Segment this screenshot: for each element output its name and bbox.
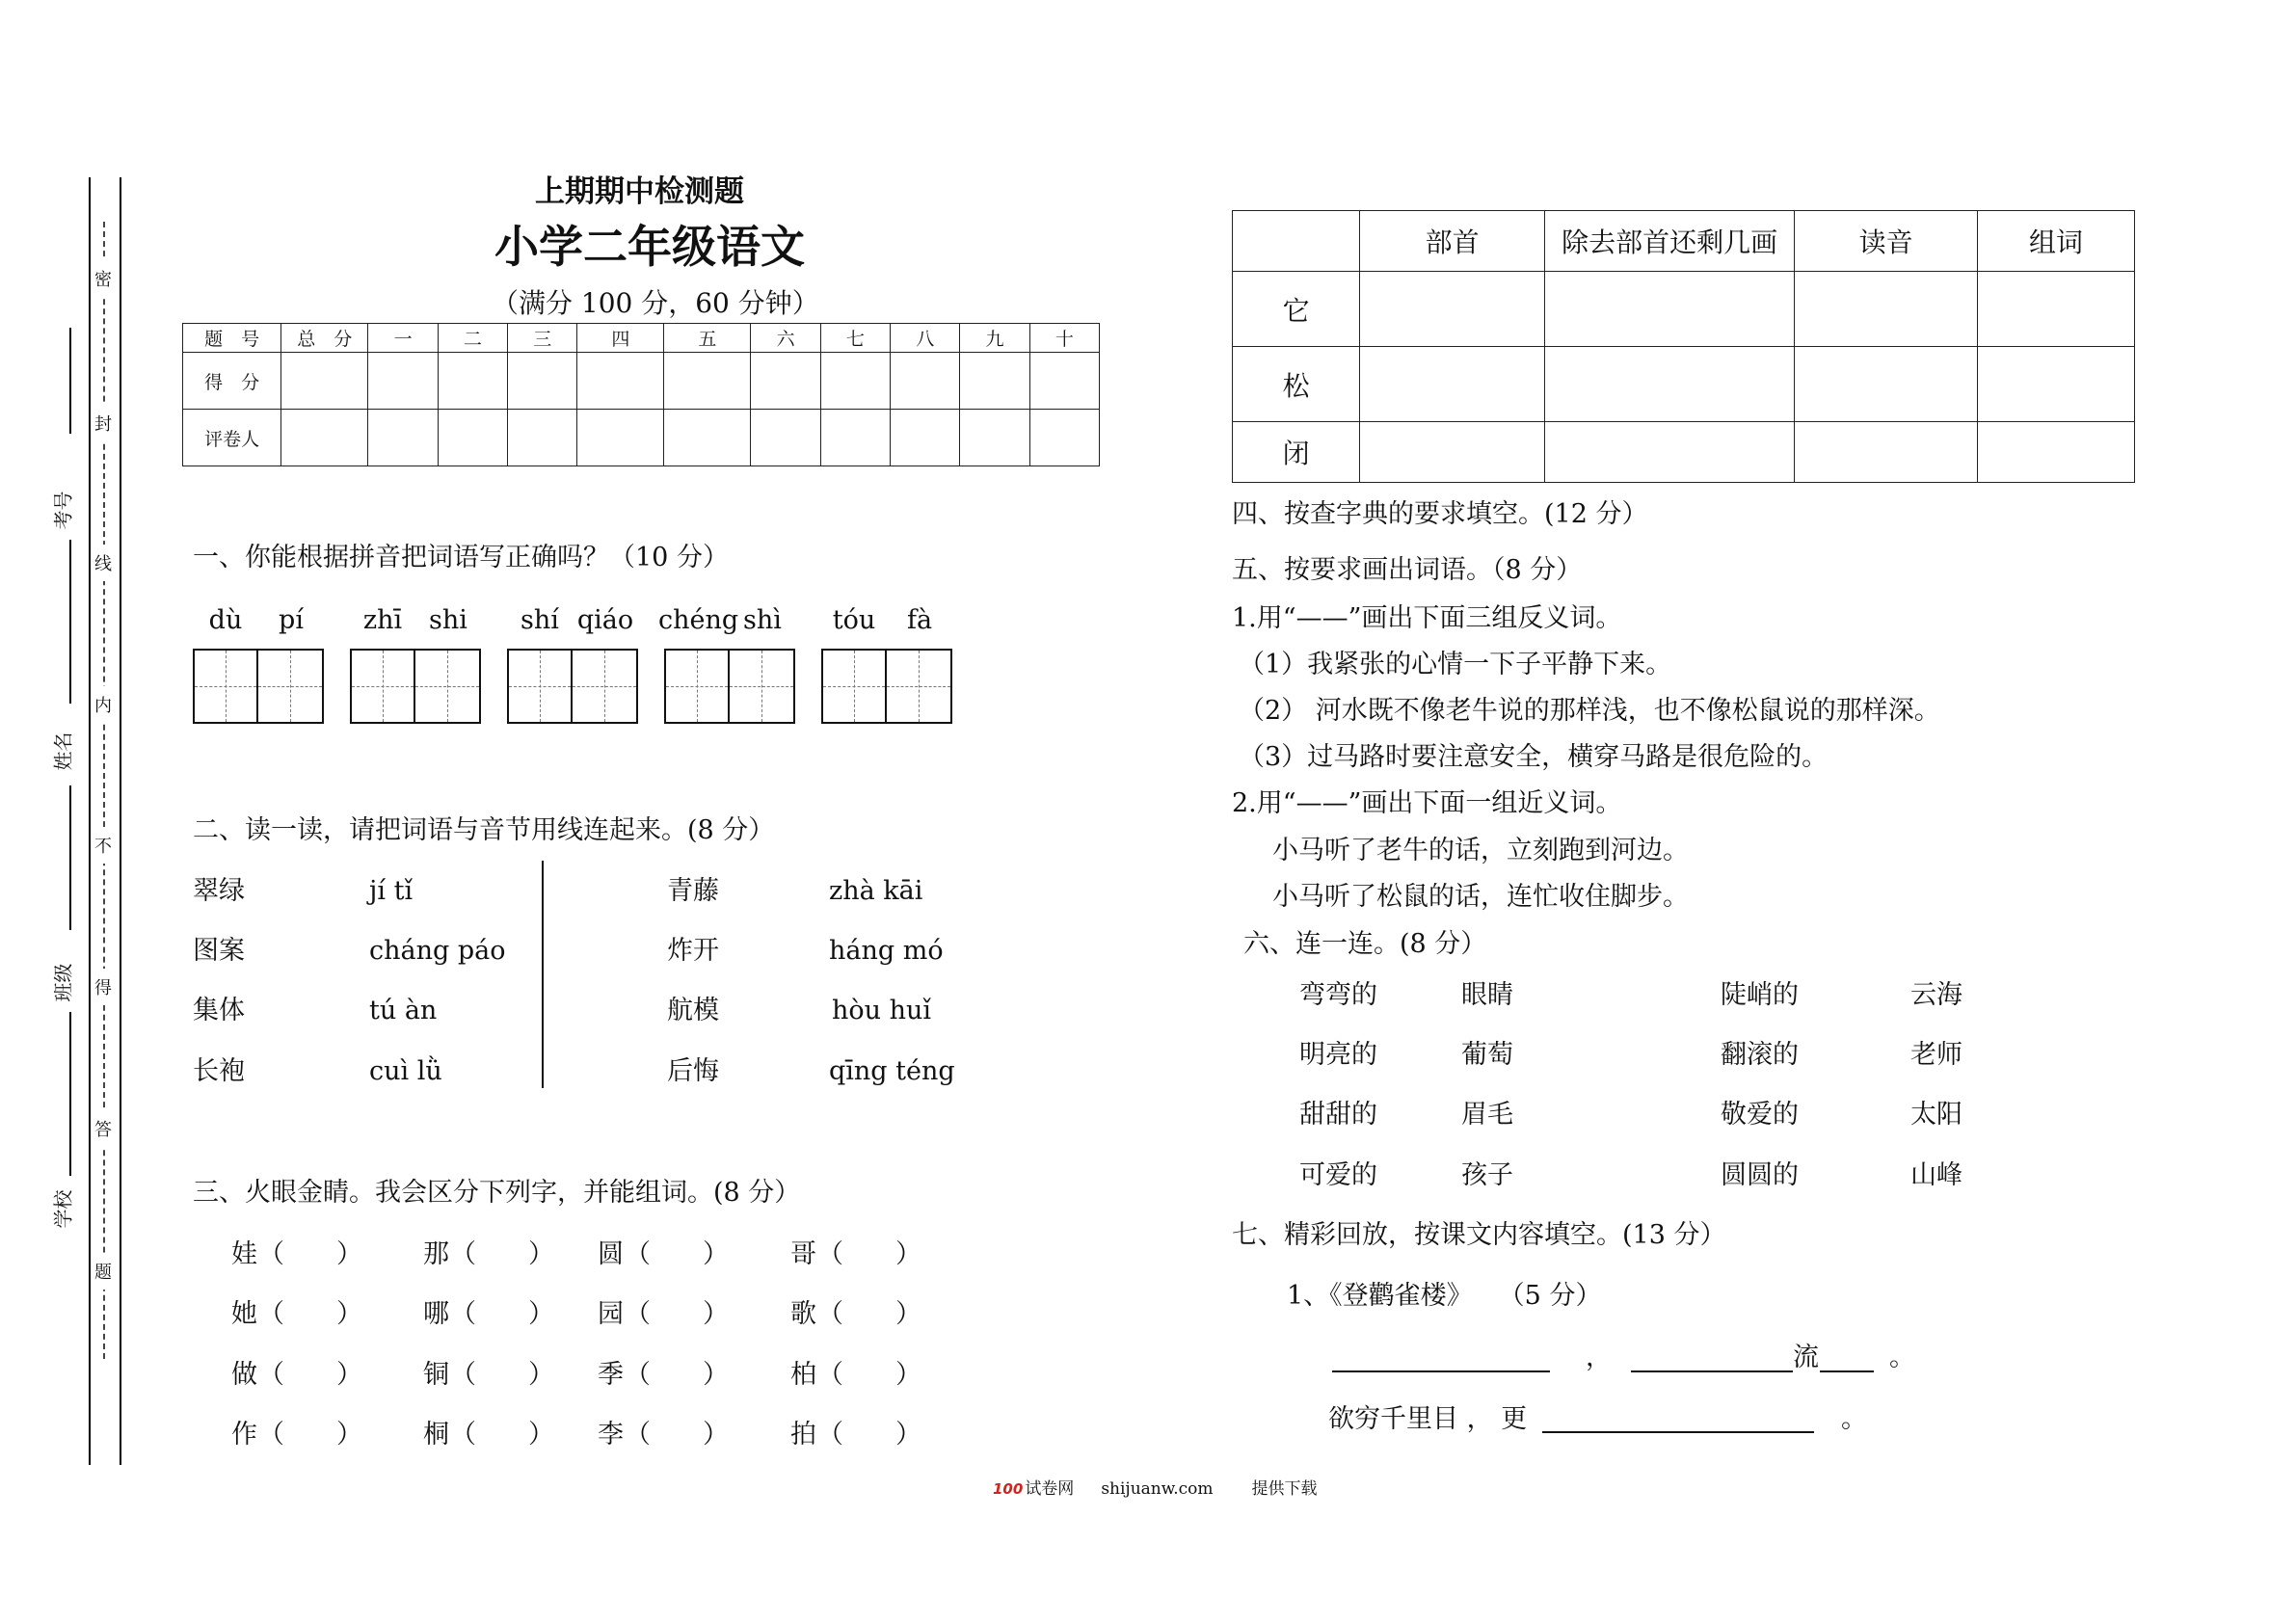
score-input-cell[interactable]	[960, 353, 1029, 410]
tianzige-cell[interactable]	[664, 649, 730, 724]
score-header-cell: 九	[960, 324, 1029, 353]
score-row-label: 评卷人	[183, 410, 281, 466]
q5-title: 五、按要求画出词语。（8 分）	[1232, 555, 1583, 585]
score-header-cell: 题 号	[183, 324, 281, 353]
dict-input-cell[interactable]	[1360, 272, 1545, 347]
seal-char: 答	[93, 1110, 113, 1147]
dict-input-cell[interactable]	[1977, 422, 2134, 483]
margin-line-outer	[89, 177, 91, 1465]
seal-char: 得	[93, 969, 113, 1005]
poem-comma: ，	[1586, 1343, 1612, 1372]
q3-blank[interactable]: （ ）	[258, 1420, 362, 1450]
score-input-cell[interactable]	[438, 353, 507, 410]
exam-title: 小学二年级语文	[494, 221, 805, 273]
poem-blank-3[interactable]	[1820, 1370, 1874, 1372]
tianzige-cell[interactable]	[887, 649, 952, 724]
score-input-cell[interactable]	[1029, 353, 1099, 410]
q2-left-word: 翠绿	[193, 876, 245, 906]
footer-url[interactable]: shijuanw.com	[1101, 1479, 1214, 1499]
q6-col3-item: 圆圆的	[1721, 1160, 1799, 1190]
score-table	[182, 323, 1100, 466]
q6-col4-item: 太阳	[1910, 1100, 1962, 1130]
name-line	[69, 540, 71, 704]
score-input-cell[interactable]	[820, 353, 890, 410]
score-header-cell: 三	[508, 324, 577, 353]
score-header-cell: 十	[1029, 324, 1099, 353]
pinyin-syllable: dù	[208, 605, 243, 635]
score-input-cell[interactable]	[281, 353, 368, 410]
q3-char: 圆	[598, 1239, 624, 1269]
score-input-cell[interactable]	[281, 410, 368, 466]
dict-row	[1233, 272, 2135, 347]
writing-grid	[507, 649, 638, 724]
q3-blank[interactable]: （ ）	[817, 1420, 921, 1450]
score-input-cell[interactable]	[664, 410, 751, 466]
q2-left-pinyin: cuì lǜ	[369, 1056, 442, 1086]
q6-col2-item: 葡萄	[1461, 1040, 1513, 1070]
q6-col1-item: 弯弯的	[1299, 980, 1377, 1010]
q3-blank[interactable]: （ ）	[258, 1299, 362, 1329]
q3-blank[interactable]: （ ）	[625, 1299, 729, 1329]
q6-col2-item: 眼睛	[1461, 980, 1513, 1010]
name-label: 姓名	[51, 732, 75, 771]
q6-col3-item: 敬爱的	[1721, 1100, 1799, 1130]
score-input-cell[interactable]	[577, 353, 664, 410]
score-header-cell: 七	[820, 324, 890, 353]
seal-char: 线	[93, 545, 113, 581]
dict-input-cell[interactable]	[1544, 347, 1794, 422]
writing-grid	[664, 649, 795, 724]
q3-blank[interactable]: （ ）	[450, 1420, 554, 1450]
dict-input-cell[interactable]	[1360, 422, 1545, 483]
score-input-cell[interactable]	[664, 353, 751, 410]
q3-blank[interactable]: （ ）	[817, 1360, 921, 1390]
q3-char: 娃	[231, 1239, 257, 1269]
q6-col1-item: 明亮的	[1299, 1040, 1377, 1070]
tianzige-cell[interactable]	[258, 649, 324, 724]
exam-no-label: 考号	[51, 491, 75, 530]
q2-left-word: 图案	[193, 936, 245, 966]
q2-title: 二、读一读，请把词语与音节用线连起来。(8 分）	[193, 815, 775, 845]
dict-input-cell[interactable]	[1360, 347, 1545, 422]
q6-col4-item: 云海	[1910, 980, 1962, 1010]
margin-dashed-line	[103, 222, 105, 1359]
dict-header-cell	[1233, 211, 1360, 272]
score-header-cell: 五	[664, 324, 751, 353]
q2-right-pinyin: háng mó	[829, 936, 944, 966]
q1-title: 一、你能根据拼音把词语写正确吗？（10 分）	[193, 543, 729, 572]
poem-period-2: 。	[1841, 1404, 1867, 1434]
dict-input-cell[interactable]	[1977, 347, 2134, 422]
pinyin-syllable: zhī	[362, 605, 403, 635]
school-line	[69, 1012, 71, 1176]
q2-right-word: 后悔	[667, 1056, 719, 1086]
q3-char: 那	[423, 1239, 449, 1269]
q3-blank[interactable]: （ ）	[450, 1299, 554, 1329]
poem-char-liu: 流	[1793, 1343, 1819, 1372]
school-label: 学校	[51, 1189, 75, 1229]
q3-char: 季	[598, 1360, 624, 1390]
dict-row-char: 它	[1233, 272, 1360, 347]
score-input-cell[interactable]	[820, 410, 890, 466]
q3-char: 做	[231, 1360, 257, 1390]
q6-col1-item: 可爱的	[1299, 1160, 1377, 1190]
seal-char: 密	[93, 260, 113, 297]
q5-line: 1.用“——”画出下面三组反义词。	[1232, 603, 1622, 633]
q6-col2-item: 眉毛	[1461, 1100, 1513, 1130]
q2-left-word: 长袍	[193, 1056, 245, 1086]
q3-blank[interactable]: （ ）	[258, 1360, 362, 1390]
q3-blank[interactable]: （ ）	[450, 1360, 554, 1390]
q5-line: （3）过马路时要注意安全，横穿马路是很危险的。	[1239, 742, 1829, 772]
class-label: 班级	[51, 963, 75, 1002]
q3-blank[interactable]: （ ）	[817, 1239, 921, 1269]
tianzige-cell[interactable]	[350, 649, 415, 724]
score-input-cell[interactable]	[438, 410, 507, 466]
poem-period-1: 。	[1889, 1343, 1915, 1372]
tianzige-cell[interactable]	[415, 649, 481, 724]
q3-char: 拍	[790, 1420, 816, 1450]
exam-no-line	[69, 328, 71, 434]
q5-line: 小马听了松鼠的话，连忙收住脚步。	[1272, 882, 1689, 912]
q2-right-word: 炸开	[667, 936, 719, 966]
score-header-cell: 总 分	[281, 324, 368, 353]
tianzige-cell[interactable]	[730, 649, 795, 724]
q2-left-pinyin: jí tǐ	[369, 876, 414, 906]
q4-title: 四、按查字典的要求填空。(12 分）	[1232, 499, 1648, 529]
score-header-cell: 六	[751, 324, 820, 353]
class-line	[69, 785, 71, 930]
q2-left-pinyin: cháng páo	[369, 936, 506, 966]
pinyin-syllable: shí	[521, 605, 559, 635]
q3-char: 铜	[423, 1360, 449, 1390]
q3-title: 三、火眼金睛。我会区分下列字，并能组词。(8 分）	[193, 1178, 801, 1208]
q3-char: 歌	[790, 1299, 816, 1329]
score-input-cell[interactable]	[368, 410, 438, 466]
pinyin-syllable: shì	[743, 605, 782, 635]
score-header-cell: 八	[891, 324, 960, 353]
q3-blank[interactable]: （ ）	[625, 1360, 729, 1390]
seal-char: 题	[93, 1253, 113, 1290]
q6-col2-item: 孩子	[1461, 1160, 1513, 1190]
score-row-label: 得 分	[183, 353, 281, 410]
q2-right-word: 航模	[667, 996, 719, 1025]
writing-grid	[821, 649, 952, 724]
q6-col3-item: 翻滚的	[1721, 1040, 1799, 1070]
q3-blank[interactable]: （ ）	[450, 1239, 554, 1269]
q3-blank[interactable]: （ ）	[258, 1239, 362, 1269]
q6-title: 六、连一连。(8 分）	[1243, 929, 1487, 959]
dict-input-cell[interactable]	[1977, 272, 2134, 347]
q3-char: 李	[598, 1420, 624, 1450]
poem-line-2: 欲穷千里目 ， 更	[1328, 1404, 1528, 1434]
q6-col4-item: 山峰	[1910, 1160, 1962, 1190]
dict-input-cell[interactable]	[1544, 272, 1794, 347]
q2-divider	[542, 861, 544, 1088]
q6-col1-item: 甜甜的	[1299, 1100, 1377, 1130]
score-input-cell[interactable]	[508, 410, 577, 466]
score-input-cell[interactable]	[751, 353, 820, 410]
q6-col4-item: 老师	[1910, 1040, 1962, 1070]
poem-blank-4[interactable]	[1542, 1431, 1814, 1433]
tianzige-cell[interactable]	[507, 649, 573, 724]
dict-row-char: 闭	[1233, 422, 1360, 483]
footer-site-name: 试卷网	[1025, 1479, 1075, 1499]
q3-blank[interactable]: （ ）	[817, 1299, 921, 1329]
score-header-cell: 四	[577, 324, 664, 353]
pinyin-syllable: tóu	[832, 605, 876, 635]
dict-header-cell: 除去部首还剩几画	[1544, 211, 1794, 272]
q2-left-pinyin: tú àn	[369, 996, 438, 1025]
score-input-cell[interactable]	[891, 410, 960, 466]
score-input-cell[interactable]	[368, 353, 438, 410]
tianzige-cell[interactable]	[193, 649, 258, 724]
seal-char: 内	[93, 686, 113, 723]
score-input-cell[interactable]	[1029, 410, 1099, 466]
tianzige-cell[interactable]	[821, 649, 887, 724]
footer-logo: 100	[993, 1480, 1024, 1498]
dict-row	[1233, 422, 2135, 483]
writing-grid	[193, 649, 324, 724]
score-header-cell: 二	[438, 324, 507, 353]
q7-title: 七、精彩回放，按课文内容填空。(13 分）	[1232, 1220, 1726, 1250]
tianzige-cell[interactable]	[573, 649, 638, 724]
q6-col3-item: 陡峭的	[1721, 980, 1799, 1010]
q3-blank[interactable]: （ ）	[625, 1239, 729, 1269]
dict-input-cell[interactable]	[1795, 422, 1978, 483]
poem-title: 1、《登鹳雀楼》 （5 分）	[1287, 1281, 1602, 1311]
pinyin-syllable: pí	[279, 605, 304, 635]
dict-input-cell[interactable]	[1795, 347, 1978, 422]
pinyin-syllable: fà	[906, 605, 933, 635]
q2-right-pinyin: zhà kāi	[829, 876, 923, 906]
q3-char: 哥	[790, 1239, 816, 1269]
dict-header-cell: 组词	[1977, 211, 2134, 272]
poem-blank-2[interactable]	[1631, 1370, 1793, 1372]
dict-row	[1233, 347, 2135, 422]
exam-info: （满分 100 分，60 分钟）	[492, 287, 819, 319]
footer	[993, 1475, 1318, 1499]
score-input-cell[interactable]	[508, 353, 577, 410]
dictionary-table	[1232, 210, 2135, 483]
writing-grid	[350, 649, 481, 724]
margin-line-inner	[120, 177, 121, 1465]
q2-left-word: 集体	[193, 996, 245, 1025]
q3-char: 园	[598, 1299, 624, 1329]
poem-blank-1[interactable]	[1332, 1370, 1550, 1372]
q2-right-pinyin: hòu huǐ	[832, 996, 932, 1025]
q3-char: 作	[231, 1420, 257, 1450]
q5-line: （2） 河水既不像老牛说的那样浅，也不像松鼠说的那样深。	[1239, 696, 1940, 726]
q3-blank[interactable]: （ ）	[625, 1420, 729, 1450]
score-input-cell[interactable]	[891, 353, 960, 410]
dict-input-cell[interactable]	[1795, 272, 1978, 347]
q3-char: 哪	[423, 1299, 449, 1329]
q3-char: 她	[231, 1299, 257, 1329]
q2-right-pinyin: qīng téng	[829, 1056, 955, 1086]
seal-char: 封	[93, 405, 113, 441]
seal-char: 不	[93, 827, 113, 864]
pinyin-syllable: shi	[429, 605, 467, 635]
score-input-cell[interactable]	[960, 410, 1029, 466]
score-input-cell[interactable]	[751, 410, 820, 466]
score-header-cell: 一	[368, 324, 438, 353]
dict-header-cell: 读音	[1795, 211, 1978, 272]
pinyin-syllable: chéng	[658, 605, 739, 635]
exam-subtitle: 上期期中检测题	[535, 174, 744, 209]
q2-right-word: 青藤	[667, 876, 719, 906]
dict-header-cell: 部首	[1360, 211, 1545, 272]
q3-char: 桐	[423, 1420, 449, 1450]
footer-note: 提供下载	[1251, 1479, 1318, 1499]
q5-line: （1）我紧张的心情一下子平静下来。	[1239, 650, 1672, 679]
score-input-cell[interactable]	[577, 410, 664, 466]
q5-line: 小马听了老牛的话，立刻跑到河边。	[1272, 836, 1689, 865]
dict-input-cell[interactable]	[1544, 422, 1794, 483]
q5-line: 2.用“——”画出下面一组近义词。	[1232, 788, 1622, 818]
pinyin-syllable: qiáo	[576, 605, 634, 635]
q3-char: 柏	[790, 1360, 816, 1390]
dict-row-char: 松	[1233, 347, 1360, 422]
